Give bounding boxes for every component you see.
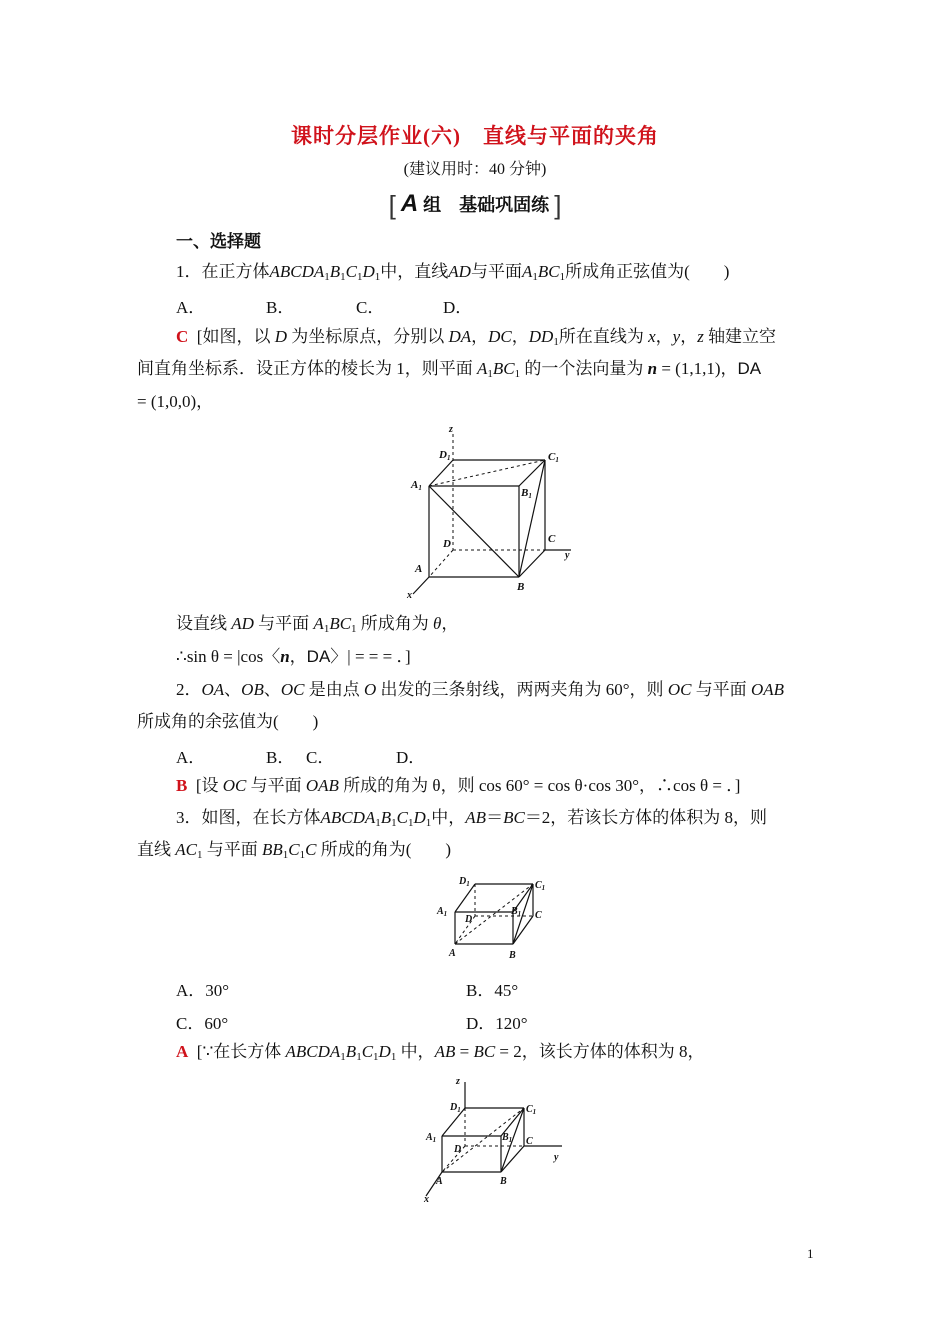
normal-vector-label: n [647,359,658,378]
q1-option-b: B． [266,298,295,317]
q2-answer: B [176,776,188,795]
q1-sol-text: ∴sin θ = |cos〈 [176,647,281,666]
q1-sol-text: 与平面 [258,614,310,633]
q1-text: 中，直线 [380,262,449,281]
q3-option-d: D．120° [466,1014,528,1033]
q1-solution-line1: C [如图，以 D 为坐标原点，分别以 DA，DC，$DD_1$所在直线为 x，y，z 轴建立空 [176,327,777,348]
svg-text:A1: $A_1$ [426,1132,437,1144]
q1-sol-text: 〉| = = = ．] [330,647,411,666]
q3-sol-text: = 2，该长方体的体积为 8， [499,1042,705,1061]
q2-option-b: B． [266,748,295,767]
q2-solution: B [设 OC 与平面 OAB 所成的角为 θ，则 cos 60° = cos θ·cos 30°，∴cos θ = ．] [176,776,741,795]
group-label [0,190,950,221]
q2-stem-line2: 所成角的余弦值为( ) [137,712,319,731]
svg-text:B1: $B_1$ [511,906,522,918]
vector-da-label: DA [737,359,762,378]
normal-vector-label: n [280,647,290,666]
q1-sol-text: 设直线 [176,614,227,633]
q2-sol-text: 与平面 [250,776,302,795]
q2-sol-text: 所成的角为 θ，则 cos 60° = cos θ·cos 30°，∴cos θ = ．] [343,776,741,795]
q3-text: ＝2，若该长方体的体积为 8，则 [524,808,768,827]
svg-text:C: C [526,1136,533,1147]
q1-solution-line4: 设直线 AD 与平面 $A_1BC_1$ 所成角为 θ， [176,614,459,635]
q1-sol-text: 所在直线为 [558,327,644,346]
group-letter: A [400,190,419,217]
q2-stem-line1: 2．OA、OB、OC 是由点 O 出发的三条射线，两两夹角为 60°，则 OC 与平面 OAB [176,680,784,699]
svg-text:B1: B1 [521,487,532,500]
bracket-left: [ [388,190,396,220]
cube-figure-1 [405,420,590,600]
q1-sol-text: [如图，以 [196,327,271,346]
q1-option-c: C． [356,298,385,317]
q1-solution-line2: 间直角坐标系．设正方体的棱长为 1，则平面 $A_1BC_1$ 的一个法向量为 n = (1,1,1)，DA [137,359,762,380]
svg-text:C: C [548,533,556,545]
q3-answer: A [176,1042,189,1061]
q3-number: 3． [176,808,202,827]
section-heading: 一、选择题 [176,232,261,251]
svg-text:y: y [565,550,570,561]
q1-sol-text: 为坐标原点，分别以 [291,327,445,346]
q1-answer: C [176,327,189,346]
suggested-time: (建议用时：40 分钟) [403,161,547,178]
q1-sol-text: 的一个法向量为 [524,359,644,378]
svg-text:B: B [517,581,525,593]
svg-text:B: B [509,950,516,961]
svg-text:x: x [424,1194,429,1204]
group-text: 组 基础巩固练 [423,195,550,215]
svg-text:C1: C1 [548,451,559,464]
svg-text:z: z [449,424,453,435]
q1-sol-text: 间直角坐标系．设正方体的棱长为 1，则平面 [137,359,473,378]
svg-text:B: B [500,1176,507,1187]
q3-solution: A [∵在长方体 $ABCDA_1B_1C_1D_1$ 中，AB = BC = 2，该长方体的体积为 8， [176,1042,705,1063]
svg-text:D1: D1 [439,449,451,462]
q1-sol-text: = (1,1,1)， [661,359,738,378]
q1-stem: 1．在正方体$ABCDA_1B_1C_1D_1$中，直线AD与平面$A_1BC_1$所成角正弦值为( ) [176,262,730,283]
q1-option-a: A． [176,298,206,317]
svg-text:D: D [443,538,451,550]
q2-text: 与平面 [695,680,747,699]
box-figure-3 [420,1072,575,1204]
q1-option-d: D． [443,298,473,317]
svg-text:A1: A1 [411,479,422,492]
q3-sol-text: 中， [400,1042,435,1061]
q2-text: 出发的三条射线，两两夹角为 60°，则 [380,680,664,699]
q2-option-a: A． [176,748,206,767]
q2-number: 2． [176,680,202,699]
q1-solution-line3: = (1,0,0)， [137,392,214,411]
page-title: 课时分层作业(六) 直线与平面的夹角 [291,124,659,148]
q2-text: 是由点 [308,680,360,699]
vector-da-label: DA [306,647,331,666]
q1-sol-text: ， [289,647,307,666]
q2-option-d: D． [396,748,426,767]
bracket-right: ] [554,190,562,220]
q1-solution-line5 [176,645,411,669]
q1-sol-text: 轴建立空 [708,327,777,346]
q3-option-a: A．30° [176,981,230,1000]
q1-text: 在正方体 [201,262,270,281]
svg-text:D1: $D_1$ [459,876,470,888]
svg-text:y: y [554,1152,559,1163]
q1-text: 与平面 [470,262,522,281]
q3-sol-text: [∵在长方体 [196,1042,282,1061]
q1-sol-text: 所成角为 [360,614,429,633]
q3-option-c: C．60° [176,1014,229,1033]
q3-stem-line2: 直线 $AC_1$ 与平面 $BB_1C_1C$ 所成的角为( ) [137,840,452,861]
svg-text:x: x [407,590,412,600]
q3-text: 直线 [137,840,171,859]
svg-text:C1: $C_1$ [526,1104,537,1116]
svg-text:A1: $A_1$ [437,906,448,918]
svg-text:z: z [456,1076,460,1087]
svg-text:A: A [436,1176,443,1187]
q2-option-c: C． [306,748,335,767]
box-figure-2 [435,872,555,964]
q3-option-b: B．45° [466,981,519,1000]
q3-text: 中， [431,808,466,827]
q3-text: 所成的角为( ) [320,840,452,859]
svg-text:C1: $C_1$ [535,880,546,892]
q1-number: 1． [176,262,202,281]
svg-text:A: A [449,948,456,959]
svg-text:C: C [535,910,542,921]
svg-text:D: D [454,1144,462,1155]
q3-stem-line1: 3．如图，在长方体$ABCDA_1B_1C_1D_1$中，AB＝BC＝2，若该长方体的体积为 8，则 [176,808,768,829]
q3-text: 与平面 [206,840,258,859]
svg-text:A: A [415,563,423,575]
page-number: 1 [807,1246,814,1261]
svg-text:D: D [465,914,473,925]
svg-text:B1: $B_1$ [502,1132,513,1144]
svg-text:D1: $D_1$ [450,1102,461,1114]
q3-text: 如图，在长方体 [201,808,321,827]
q1-text: 所成角正弦值为( ) [565,262,730,281]
q2-sol-text: [设 [195,776,219,795]
